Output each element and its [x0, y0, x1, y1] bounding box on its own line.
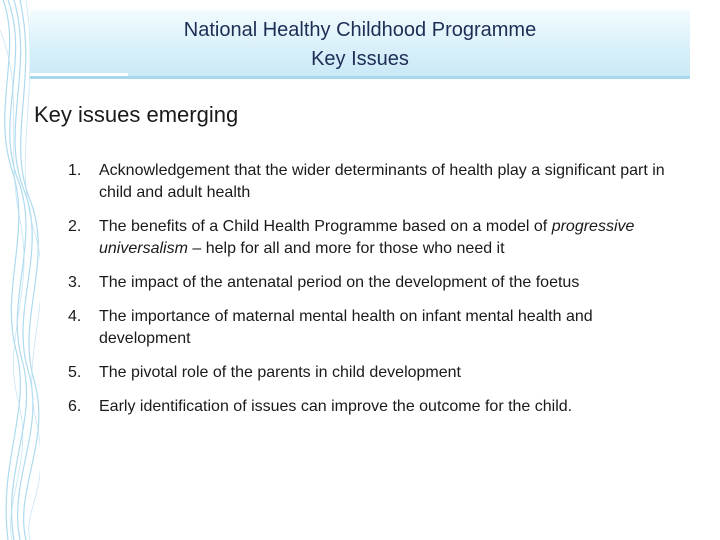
issue-text-part: The benefits of a Child Health Programme based on a model of	[99, 218, 552, 235]
slide-title-line-2: Key Issues	[311, 48, 409, 70]
issue-number: 1.	[68, 162, 82, 179]
issue-text-part: – help for all and more for those who need it	[187, 240, 505, 257]
issue-text: Early identification of issues can improve the outcome for the child.	[99, 398, 573, 415]
issue-item-4	[68, 306, 688, 350]
issue-item-1	[68, 160, 688, 204]
section-heading: Key issues emerging	[34, 102, 239, 127]
issue-number: 4.	[68, 308, 82, 325]
issue-text: The pivotal role of the parents in child development	[99, 364, 461, 381]
issue-text-emphasis: progressive universalism	[99, 218, 635, 257]
issue-item-5	[68, 362, 688, 384]
issue-text: The impact of the antenatal period on the development of the foetus	[99, 274, 580, 291]
issue-text: Acknowledgement that the wider determinants of health play a significant part in child and adult health	[99, 162, 665, 201]
slide-title	[30, 16, 690, 74]
issue-number: 6.	[68, 398, 82, 415]
issue-number: 3.	[68, 274, 82, 291]
issue-text	[99, 218, 634, 257]
issue-text: The importance of maternal mental health on infant mental health and development	[99, 308, 593, 347]
issue-number: 2.	[68, 218, 82, 235]
issue-number: 5.	[68, 364, 82, 381]
issue-list	[68, 160, 688, 430]
issue-item-6	[68, 396, 688, 418]
decorative-swirl-border	[0, 0, 40, 540]
issue-item-3	[68, 272, 688, 294]
issue-item-2	[68, 216, 688, 260]
slide-title-line-1: National Healthy Childhood Programme	[183, 19, 537, 41]
